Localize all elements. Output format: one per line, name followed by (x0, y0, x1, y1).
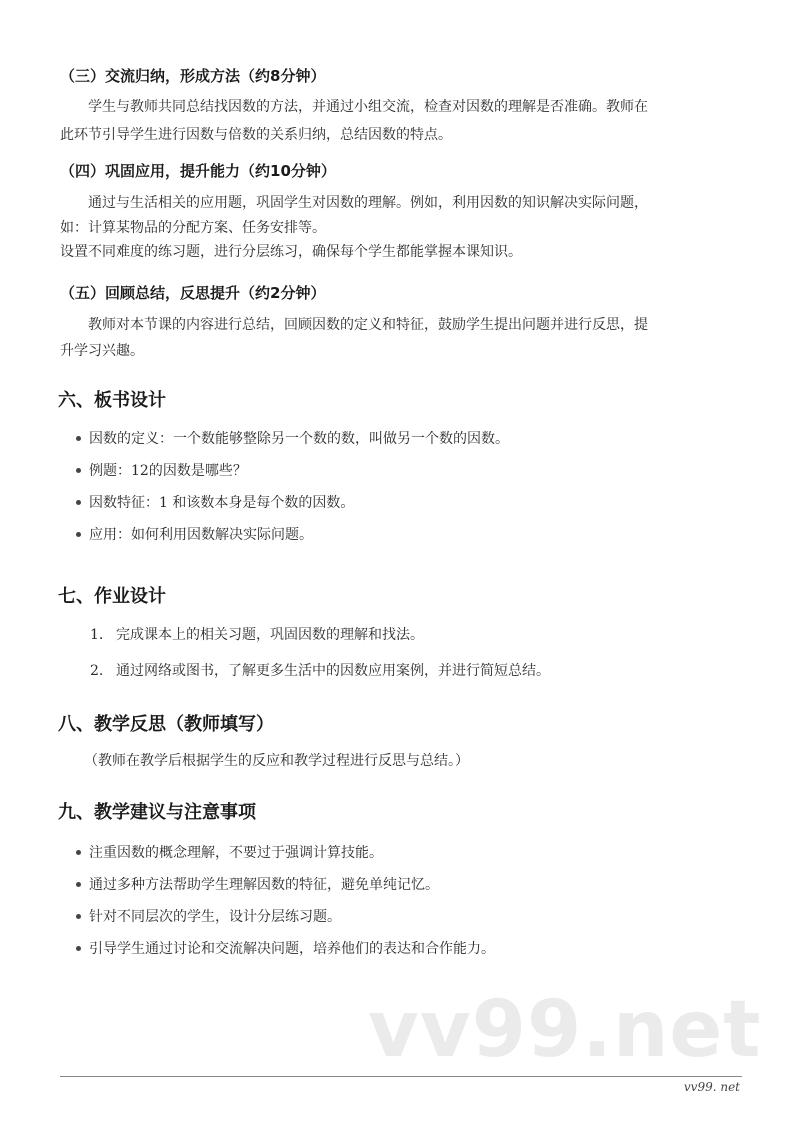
list-item (90, 660, 550, 680)
part5-line-2: 升学习兴趣。 (60, 343, 144, 359)
part4-line-3: 设置不同难度的练习题，进行分层练习，确保每个学生都能掌握本课知识。 (60, 244, 522, 260)
list-item (76, 428, 509, 448)
section6-heading: 六、板书设计 (58, 390, 166, 411)
section8-note: （教师在教学后根据学生的反应和教学过程进行反思与总结。） (84, 753, 469, 769)
bullet-icon (76, 914, 81, 919)
bullet-icon (76, 532, 81, 537)
list-item (76, 906, 341, 926)
list-item-text: 通过网络或图书，了解更多生活中的因数应用案例，并进行简短总结。 (116, 663, 550, 679)
list-item-text: 引导学生通过讨论和交流解决问题，培养他们的表达和合作能力。 (89, 941, 495, 957)
list-item (76, 874, 439, 894)
part5-line-1: 教师对本节课的内容进行总结，回顾因数的定义和特征，鼓励学生提出问题并进行反思，提 (88, 317, 648, 333)
list-item (76, 524, 313, 544)
footer-divider (60, 1076, 742, 1077)
list-item-text: 例题：12的因数是哪些？ (89, 463, 247, 479)
part3-line-1: 学生与教师共同总结找因数的方法，并通过小组交流，检查对因数的理解是否准确。教师在 (88, 99, 648, 115)
list-item (76, 938, 495, 958)
list-item (76, 492, 354, 512)
list-item-text: 针对不同层次的学生，设计分层练习题。 (89, 909, 341, 925)
part3-heading: （三）交流归纳，形成方法（约8分钟） (60, 67, 326, 85)
list-item (90, 624, 424, 644)
section9-heading: 九、教学建议与注意事项 (58, 802, 256, 823)
list-item-number: 1. (90, 627, 104, 643)
bullet-icon (76, 850, 81, 855)
bullet-icon (76, 500, 81, 505)
part4-heading: （四）巩固应用，提升能力（约10分钟） (60, 162, 336, 180)
list-item-text: 因数的定义：一个数能够整除另一个数的数，叫做另一个数的因数。 (89, 431, 509, 447)
list-item-text: 注重因数的概念理解，不要过于强调计算技能。 (89, 845, 383, 861)
list-item-text: 通过多种方法帮助学生理解因数的特征，避免单纯记忆。 (89, 877, 439, 893)
bullet-icon (76, 468, 81, 473)
part5-heading: （五）回顾总结，反思提升（约2分钟） (60, 284, 326, 302)
bullet-icon (76, 436, 81, 441)
part3-line-2: 此环节引导学生进行因数与倍数的关系归纳，总结因数的特点。 (60, 127, 452, 143)
footer-site-label: vv99. net (683, 1080, 740, 1094)
list-item-text: 应用：如何利用因数解决实际问题。 (89, 527, 313, 543)
section8-heading: 八、教学反思（教师填写） (58, 714, 274, 735)
bullet-icon (76, 882, 81, 887)
list-item (76, 842, 383, 862)
watermark: vv99.net (368, 985, 762, 1075)
list-item-text: 因数特征：1 和该数本身是每个数的因数。 (89, 495, 355, 511)
section7-heading: 七、作业设计 (58, 586, 166, 607)
list-item-number: 2. (90, 663, 104, 679)
part4-line-2: 如：计算某物品的分配方案、任务安排等。 (60, 220, 326, 236)
list-item-text: 完成课本上的相关习题，巩固因数的理解和找法。 (116, 627, 424, 643)
part4-line-1: 通过与生活相关的应用题，巩固学生对因数的理解。例如，利用因数的知识解决实际问题， (88, 195, 648, 211)
list-item (76, 460, 247, 480)
bullet-icon (76, 946, 81, 951)
